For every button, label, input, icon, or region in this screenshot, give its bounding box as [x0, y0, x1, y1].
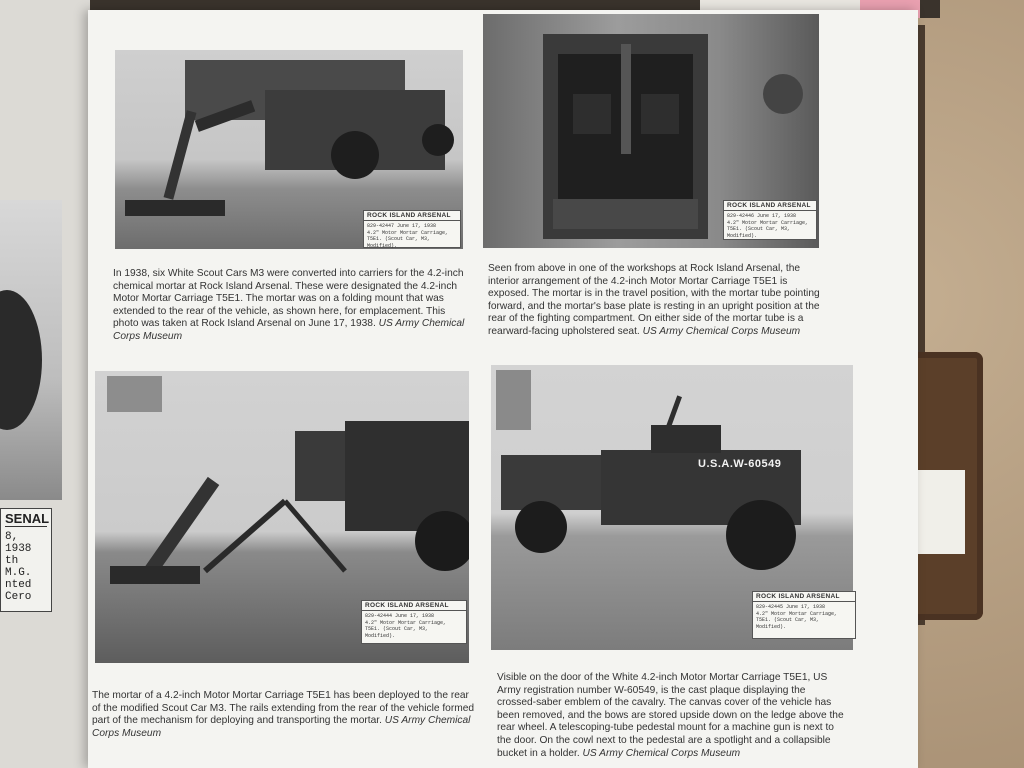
tag-line: 829-42444 June 17, 1938 — [365, 613, 435, 619]
tag-line: 4.2" Motor Mortar Carriage, — [367, 229, 449, 236]
tag-header: ROCK ISLAND ARSENAL — [724, 201, 816, 211]
book-page — [88, 10, 918, 768]
left-tag-header: SENAL — [5, 511, 50, 526]
tag-line: T5E1. (Scout Car, M3, — [367, 236, 431, 242]
tag-line: 829-42445 June 17, 1938 — [756, 604, 826, 610]
tag-line: Modified). — [367, 242, 398, 249]
tag-header: ROCK ISLAND ARSENAL — [364, 211, 460, 221]
tag-header: ROCK ISLAND ARSENAL — [753, 592, 855, 602]
tag-line: 4.2" Motor Mortar Carriage, — [727, 219, 809, 226]
caption-photo-2 — [488, 263, 830, 339]
tag-line: T5E1. (Scout Car, M3, — [727, 226, 791, 232]
tag-line: T5E1. (Scout Car, M3, — [756, 617, 820, 623]
tag-body — [724, 211, 816, 241]
caption-credit: US Army Chemical Corps Museum — [113, 318, 465, 342]
caption-photo-3 — [92, 690, 477, 740]
caption-credit: US Army Chemical Corps Museum — [642, 325, 801, 337]
caption-credit: US Army Chemical Corps Museum — [92, 715, 471, 739]
caption-text: In 1938, six White Scout Cars M3 were converted into carriers for the 4.2-inch chemical mortar at Rock Island Arsenal. These were designated the 4.2-inch Motor Mortar Carriage T5E1. The mortar was on a folding mount that was extended to the rear of the vehicle, as shown here, for emplacement. This photo was taken at Rock Island Arsenal on June 17, 1938. — [113, 268, 464, 330]
caption-text: Seen from above in one of the workshops at Rock Island Arsenal, the interior arrangement of the 4.2-inch Motor Mortar Carriage T5E1 is exposed. The mortar is in the travel position, with the mortar tube pointing forward, and the mortar's base plate is resting in an upright position at the rear of the fighting compartment. On either side of the mortar tube is a rearward-facing upholstered seat. — [488, 263, 820, 337]
tag-line: Modified). — [365, 632, 396, 639]
tag-line: Modified). — [756, 623, 787, 630]
left-tag-line: nted — [5, 579, 32, 591]
left-arsenal-tag — [0, 508, 52, 612]
photo-1-arsenal-tag — [363, 210, 461, 248]
caption-text: The mortar of a 4.2-inch Motor Mortar Carriage T5E1 has been deployed to the rear of the modified Scout Car M3. The rails extending from the rear of the vehicle formed part of the mechanism for deploying and transporting the mortar. — [92, 690, 475, 727]
left-tag-line: 8, 1938 — [5, 531, 32, 555]
photo-2-arsenal-tag — [723, 200, 817, 240]
tag-header: ROCK ISLAND ARSENAL — [362, 601, 466, 611]
caption-credit: US Army Chemical Corps Museum — [582, 747, 741, 759]
left-tag-line: th M.G. — [5, 555, 32, 579]
tag-line: T5E1. (Scout Car, M3, — [365, 626, 429, 632]
left-tag-line: Cero — [5, 591, 32, 603]
caption-photo-1 — [113, 268, 468, 344]
tag-body — [362, 611, 466, 641]
tag-line: Modified). — [727, 232, 758, 239]
tag-body — [364, 221, 460, 251]
photo-3-arsenal-tag — [361, 600, 467, 644]
wallet-tag — [915, 470, 965, 554]
tag-line: 829-42446 June 17, 1938 — [727, 213, 797, 219]
tag-line: 4.2" Motor Mortar Carriage, — [756, 610, 838, 617]
tag-body — [753, 602, 855, 632]
photo-4-arsenal-tag — [752, 591, 856, 639]
caption-text: Visible on the door of the White 4.2-inch Motor Mortar Carriage T5E1, US Army registration number W-60549, is the cast plaque displaying the crossed-saber emblem of the cavalry. The canvas cover of the vehicle has been removed, and the bows are stored upside down on the ledge above the rear wheel. A telescoping-tube pedestal mount for a machine gun is next to the door. On the cowl next to the pedestal are a spotlight and a collapsible bucket in a holder. — [497, 672, 844, 759]
tag-line: 4.2" Motor Mortar Carriage, — [365, 619, 447, 626]
caption-photo-4 — [497, 672, 847, 760]
registration-number-plate: U.S.A.W-60549 — [698, 458, 782, 470]
tag-line: 829-42447 June 17, 1938 — [367, 223, 437, 229]
